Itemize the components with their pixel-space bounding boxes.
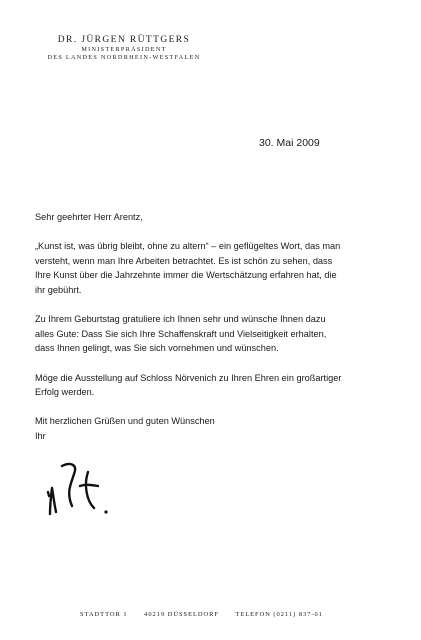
signature [44, 456, 134, 518]
closing: Mit herzlichen Grüßen und guten Wünschen [35, 416, 215, 427]
signature-stroke [80, 485, 98, 486]
paragraph-line: „Kunst ist, was übrig bleibt, ohne zu altern“ – ein geflügeltes Wort, das man [35, 241, 341, 252]
letterhead-title-line1: MINISTERPRÄSIDENT [81, 46, 167, 53]
paragraph-line: ihr gebührt. [35, 284, 82, 295]
footer-city: 40219 DÜSSELDORF [144, 611, 219, 618]
letterhead [36, 34, 212, 62]
closing-ihr: Ihr [35, 430, 46, 441]
footer-address: STADTTOR 1 [80, 611, 128, 618]
letter-body [35, 210, 405, 444]
paragraph-line: Erfolg werden. [35, 387, 95, 398]
signature-stroke [48, 492, 49, 496]
paragraph-line: dass Ihnen gelingt, was Sie sich vornehmen und wünschen. [35, 343, 279, 354]
paragraph-2 [35, 312, 405, 356]
signature-stroke [62, 464, 75, 506]
signature-stroke [50, 488, 56, 514]
salutation: Sehr geehrter Herr Arentz, [35, 212, 143, 222]
footer-phone: TELEFON (0211) 837-01 [235, 611, 323, 618]
paragraph-line: alles Gute: Dass Sie sich Ihre Schaffenskraft und Vielseitigkeit erhalten, [35, 328, 327, 339]
letter-date: 30. Mai 2009 [259, 137, 320, 149]
paragraph-line: Ihre Kunst über die Jahrzehnte immer die Wertschätzung erfahren hat, die [35, 270, 337, 281]
signature-stroke [86, 472, 94, 508]
letterhead-name: DR. JÜRGEN RÜTTGERS [57, 35, 191, 45]
paragraph-1 [35, 239, 405, 297]
footer [80, 611, 337, 618]
paragraph-line: Möge die Ausstellung auf Schloss Nörvenich zu Ihren Ehren ein großartiger [35, 372, 342, 383]
paragraph-line: Zu Ihrem Geburtstag gratuliere ich Ihnen sehr und wünsche Ihnen dazu [35, 314, 326, 325]
paragraph-3 [35, 371, 405, 400]
signature-dot [104, 510, 107, 513]
paragraph-line: versteht, wenn man Ihre Arbeiten betrachtet. Es ist schön zu sehen, dass [35, 255, 333, 266]
letterhead-title-line2: DES LANDES NORDRHEIN-WESTFALEN [47, 54, 201, 61]
